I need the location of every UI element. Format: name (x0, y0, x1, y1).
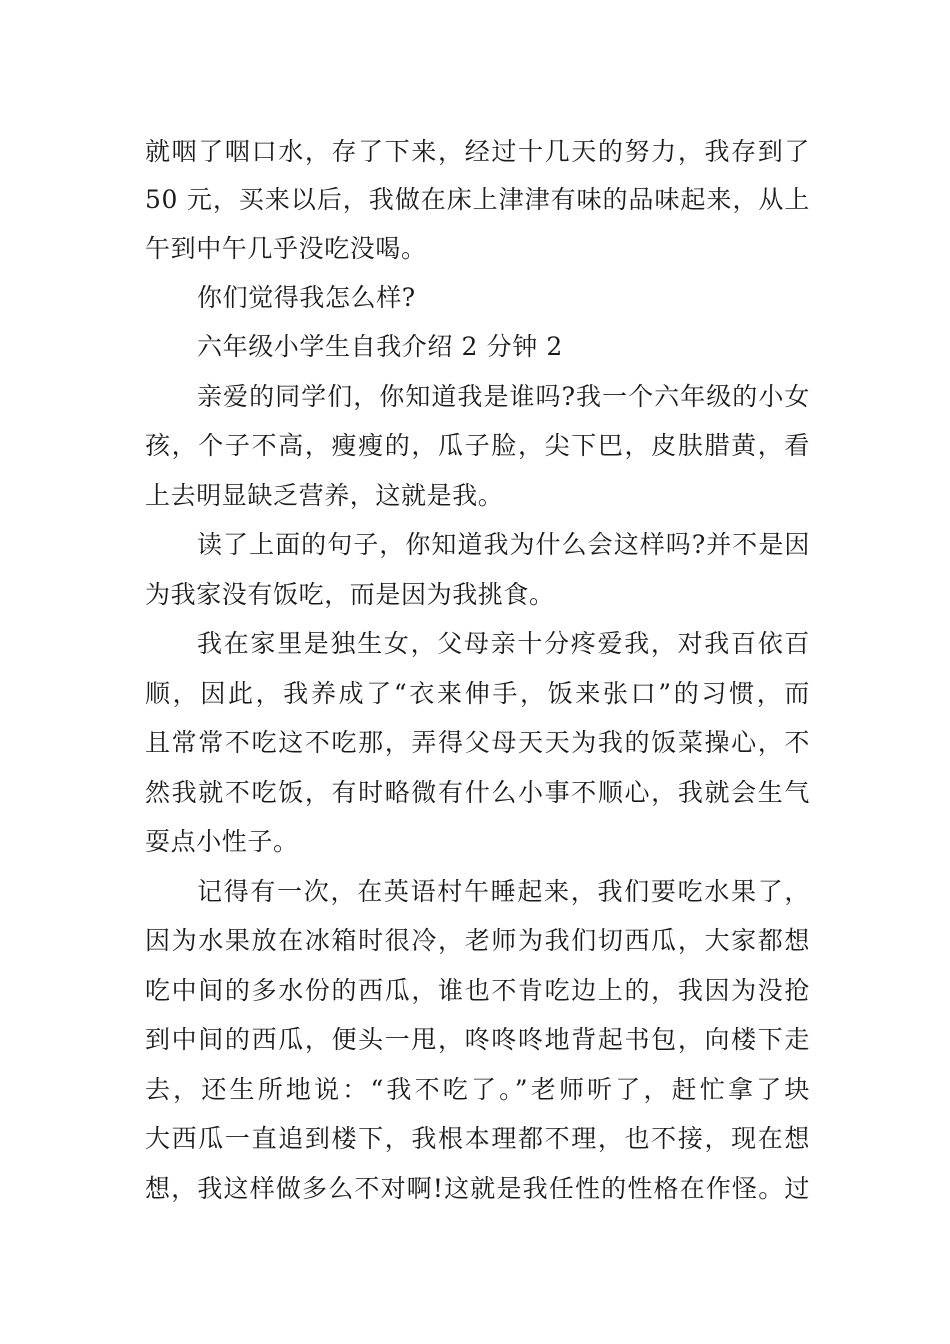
text-line: 到中间的西瓜，便头一甩，咚咚咚地背起书包，向楼下走 (145, 1025, 810, 1054)
text-line: 亲爱的同学们，你知道我是谁吗?我一个六年级的小女 (197, 382, 810, 411)
text-line: 读了上面的句子，你知道我为什么会这样吗?并不是因 (197, 530, 810, 559)
text-line: 我在家里是独生女，父母亲十分疼爱我，对我百依百 (197, 629, 810, 658)
text-line: 想，我这样做多么不对啊!这就是我任性的性格在作怪。过 (145, 1174, 810, 1203)
text-line: 因为水果放在冰箱时很冷，老师为我们切西瓜，大家都想 (145, 926, 810, 955)
text-line: 上去明显缺乏营养，这就是我。 (145, 481, 504, 510)
text-line: 顺，因此，我养成了“衣来伸手，饭来张口”的习惯，而 (145, 679, 810, 708)
text-line: 为我家没有饭吃，而是因为我挑食。 (145, 580, 555, 609)
text-line: 你们觉得我怎么样? (197, 283, 416, 312)
text-line: 耍点小性子。 (145, 827, 299, 856)
text-line: 去，还生所地说：“我不吃了。”老师听了，赶忙拿了块 (145, 1075, 810, 1104)
text-line: 50 元，买来以后，我做在床上津津有味的品味起来，从上 (145, 185, 810, 214)
text-line: 就咽了咽口水，存了下来，经过十几天的努力，我存到了 (145, 137, 810, 166)
text-line: 孩，个子不高，瘦瘦的，瓜子脸，尖下巴，皮肤腊黄，看 (145, 431, 810, 460)
section-heading: 六年级小学生自我介绍 2 分钟 2 (197, 332, 563, 361)
text-line: 然我就不吃饭，有时略微有什么小事不顺心，我就会生气 (145, 778, 810, 807)
text-line: 且常常不吃这不吃那，弄得父母天天为我的饭菜操心，不 (145, 728, 810, 757)
text-line: 午到中午几乎没吃没喝。 (145, 234, 427, 263)
text-line: 吃中间的多水份的西瓜，谁也不肯吃边上的，我因为没抢 (145, 976, 810, 1005)
text-line: 记得有一次，在英语村午睡起来，我们要吃水果了， (197, 877, 810, 906)
text-line: 大西瓜一直追到楼下，我根本理都不理，也不接，现在想 (145, 1124, 810, 1153)
